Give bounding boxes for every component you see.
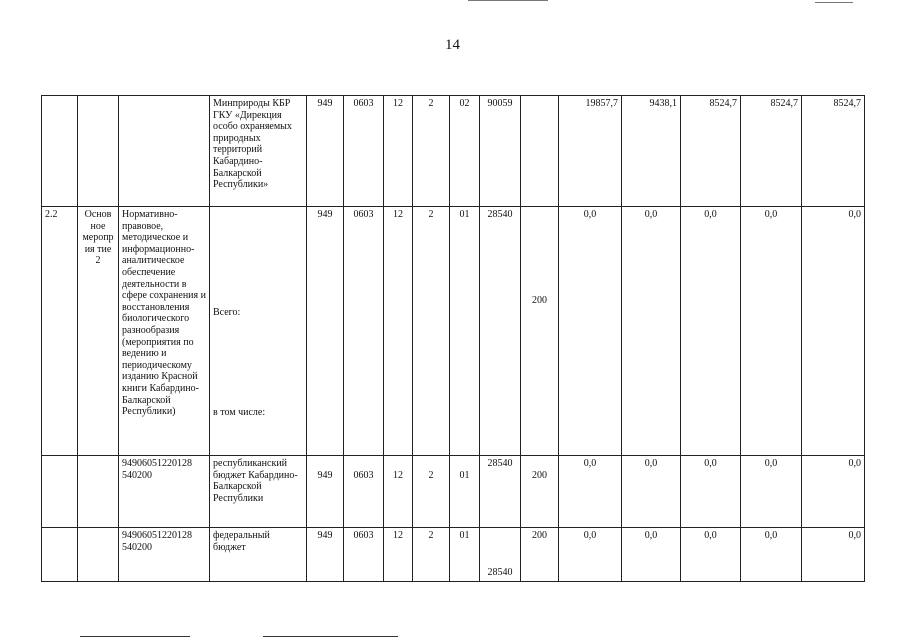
row-title: 94906051220128 540200 [119, 456, 210, 528]
cell-gp: 12 [384, 96, 413, 207]
row-title [119, 96, 210, 207]
cell-code: 90059 [480, 96, 521, 207]
row-number [42, 528, 78, 582]
cell-om: 01 [450, 456, 480, 528]
row-responsible: Всего: [213, 307, 241, 318]
cell-year-5: 0,0 [802, 456, 865, 528]
cell-pgp: 2 [413, 528, 450, 582]
cell-code: 28540 [480, 207, 521, 456]
row-responsible-sub: в том числе: [213, 407, 266, 418]
cell-vr: 200 [521, 456, 559, 528]
footer-line-right [263, 636, 398, 637]
cell-year-2: 0,0 [622, 528, 681, 582]
cell-gp: 12 [384, 528, 413, 582]
cell-grbs: 949 [307, 96, 344, 207]
cell-rzpr: 0603 [344, 207, 384, 456]
cell-vr [521, 96, 559, 207]
row-responsible-cell [210, 207, 307, 456]
cell-pgp: 2 [413, 456, 450, 528]
row-responsible: Минприроды КБР ГКУ «Дирекция особо охраняемых природных территорий Кабардино-Балкарской Республики» [210, 96, 307, 207]
row-number [42, 456, 78, 528]
row-responsible: республиканский бюджет Кабардино-Балкарской Республики [210, 456, 307, 528]
cell-year-4: 0,0 [741, 456, 802, 528]
cell-year-4: 0,0 [741, 528, 802, 582]
cell-pgp: 2 [413, 207, 450, 456]
cell-year-1: 0,0 [559, 528, 622, 582]
cell-year-3: 8524,7 [681, 96, 741, 207]
footer-line-left [80, 636, 190, 637]
cell-year-1: 19857,7 [559, 96, 622, 207]
cell-year-5: 0,0 [802, 207, 865, 456]
row-title: Нормативно-правовое, методическое и информационно-аналитическое обеспечение деятельности в сфере сохранения и восстановления биологического разнообразия (мероприятия по ведению и периодическому изданию Красной книги Кабардино-Балкарской Республики) [119, 207, 210, 456]
row-status [78, 456, 119, 528]
budget-table [41, 95, 865, 582]
cell-year-2: 0,0 [622, 207, 681, 456]
cell-vr: 200 [521, 528, 559, 582]
cell-year-5: 0,0 [802, 528, 865, 582]
cell-rzpr: 0603 [344, 528, 384, 582]
cell-om: 01 [450, 528, 480, 582]
cell-om: 02 [450, 96, 480, 207]
cell-code: 28540 [480, 528, 521, 582]
cell-vr: 200 [521, 207, 559, 456]
row-status [78, 528, 119, 582]
row-status: Основ ное меропр ия тие 2 [78, 207, 119, 456]
table-row [42, 207, 865, 456]
table-row [42, 456, 865, 528]
cell-grbs: 949 [307, 528, 344, 582]
page-number: 14 [445, 37, 460, 53]
row-number [42, 96, 78, 207]
row-status [78, 96, 119, 207]
cell-year-2: 0,0 [622, 456, 681, 528]
row-responsible: федеральный бюджет [210, 528, 307, 582]
cell-code: 28540 [480, 456, 521, 528]
cell-year-4: 8524,7 [741, 96, 802, 207]
cell-pgp: 2 [413, 96, 450, 207]
scan-artifact-top [468, 0, 548, 1]
cell-year-3: 0,0 [681, 528, 741, 582]
table-row [42, 96, 865, 207]
scan-artifact-top-right [815, 2, 853, 3]
cell-year-1: 0,0 [559, 456, 622, 528]
cell-year-3: 0,0 [681, 207, 741, 456]
cell-gp: 12 [384, 456, 413, 528]
row-title: 94906051220128 540200 [119, 528, 210, 582]
cell-year-2: 9438,1 [622, 96, 681, 207]
row-number: 2.2 [42, 207, 78, 456]
cell-grbs: 949 [307, 456, 344, 528]
cell-year-1: 0,0 [559, 207, 622, 456]
cell-gp: 12 [384, 207, 413, 456]
cell-year-5: 8524,7 [802, 96, 865, 207]
cell-year-3: 0,0 [681, 456, 741, 528]
cell-rzpr: 0603 [344, 456, 384, 528]
cell-grbs: 949 [307, 207, 344, 456]
cell-om: 01 [450, 207, 480, 456]
cell-rzpr: 0603 [344, 96, 384, 207]
table-row [42, 528, 865, 582]
cell-year-4: 0,0 [741, 207, 802, 456]
